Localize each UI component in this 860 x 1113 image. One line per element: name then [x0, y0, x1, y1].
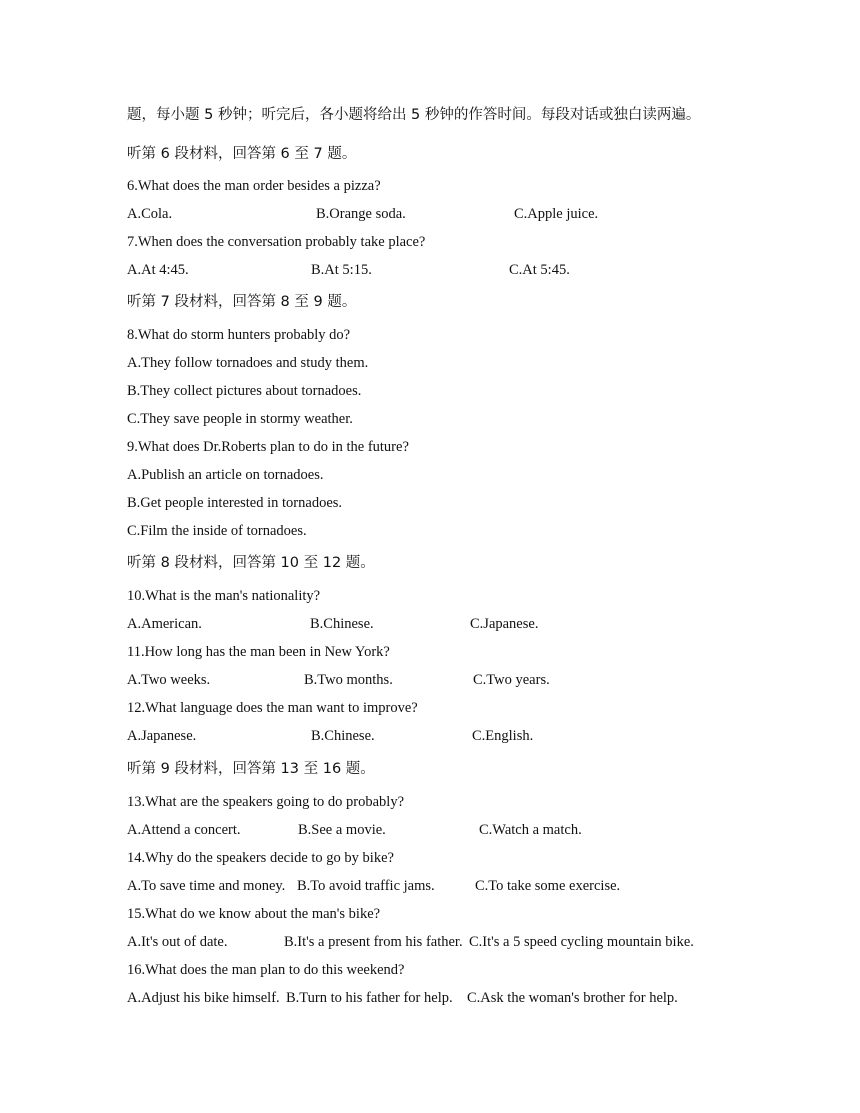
- option-b: B.It's a present from his father.: [284, 934, 463, 950]
- option-c: C.Film the inside of tornadoes.: [127, 523, 307, 539]
- instructions-text: 题，每小题 5 秒钟；听完后，各小题将给出 5 秒钟的作答时间。每段对话或独白读两遍。: [127, 107, 701, 123]
- question-text: 12.What language does the man want to improve?: [127, 700, 418, 716]
- option-c: C.Two years.: [473, 672, 550, 688]
- option-a: A.Attend a concert.: [127, 822, 241, 838]
- section-heading: 听第 7 段材料，回答第 8 至 9 题。: [127, 294, 357, 310]
- question-text: 11.How long has the man been in New York?: [127, 644, 390, 660]
- question-text: 15.What do we know about the man's bike?: [127, 906, 381, 922]
- option-c: C.To take some exercise.: [475, 878, 621, 894]
- option-b: B.Turn to his father for help.: [286, 990, 453, 1006]
- option-a: A.American.: [127, 616, 202, 632]
- option-a: A.It's out of date.: [127, 934, 228, 950]
- option-c: C.At 5:45.: [509, 262, 570, 278]
- option-c: C.English.: [472, 728, 534, 744]
- question-text: 7.When does the conversation probably take place?: [127, 234, 426, 250]
- option-b: B.They collect pictures about tornadoes.: [127, 383, 362, 399]
- option-b: B.Get people interested in tornadoes.: [127, 495, 343, 511]
- option-a: A.Japanese.: [127, 728, 197, 744]
- option-c: C.Apple juice.: [514, 206, 599, 222]
- question-text: 16.What does the man plan to do this weekend?: [127, 962, 405, 978]
- option-a: A.Publish an article on tornadoes.: [127, 467, 324, 483]
- question-text: 9.What does Dr.Roberts plan to do in the future?: [127, 439, 409, 455]
- option-c: C.Watch a match.: [479, 822, 582, 838]
- option-c: C.It's a 5 speed cycling mountain bike.: [469, 934, 694, 950]
- option-b: B.To avoid traffic jams.: [297, 878, 435, 894]
- option-a: A.At 4:45.: [127, 262, 189, 278]
- option-a: A.Cola.: [127, 206, 173, 222]
- option-c: C.They save people in stormy weather.: [127, 411, 353, 427]
- option-b: B.At 5:15.: [311, 262, 372, 278]
- option-a: A.Adjust his bike himself.: [127, 990, 280, 1006]
- question-text: 10.What is the man's nationality?: [127, 588, 321, 604]
- option-b: B.Orange soda.: [316, 206, 406, 222]
- section-heading: 听第 9 段材料，回答第 13 至 16 题。: [127, 761, 375, 777]
- question-text: 14.Why do the speakers decide to go by bike?: [127, 850, 394, 866]
- option-b: B.Chinese.: [310, 616, 374, 632]
- section-heading: 听第 6 段材料，回答第 6 至 7 题。: [127, 146, 357, 162]
- option-c: C.Japanese.: [470, 616, 539, 632]
- question-text: 8.What do storm hunters probably do?: [127, 327, 351, 343]
- option-a: A.They follow tornadoes and study them.: [127, 355, 369, 371]
- option-b: B.Two months.: [304, 672, 393, 688]
- question-text: 6.What does the man order besides a pizza?: [127, 178, 381, 194]
- option-b: B.Chinese.: [311, 728, 375, 744]
- option-a: A.Two weeks.: [127, 672, 211, 688]
- option-b: B.See a movie.: [298, 822, 386, 838]
- option-a: A.To save time and money.: [127, 878, 286, 894]
- section-heading: 听第 8 段材料，回答第 10 至 12 题。: [127, 555, 375, 571]
- option-c: C.Ask the woman's brother for help.: [467, 990, 678, 1006]
- question-text: 13.What are the speakers going to do probably?: [127, 794, 405, 810]
